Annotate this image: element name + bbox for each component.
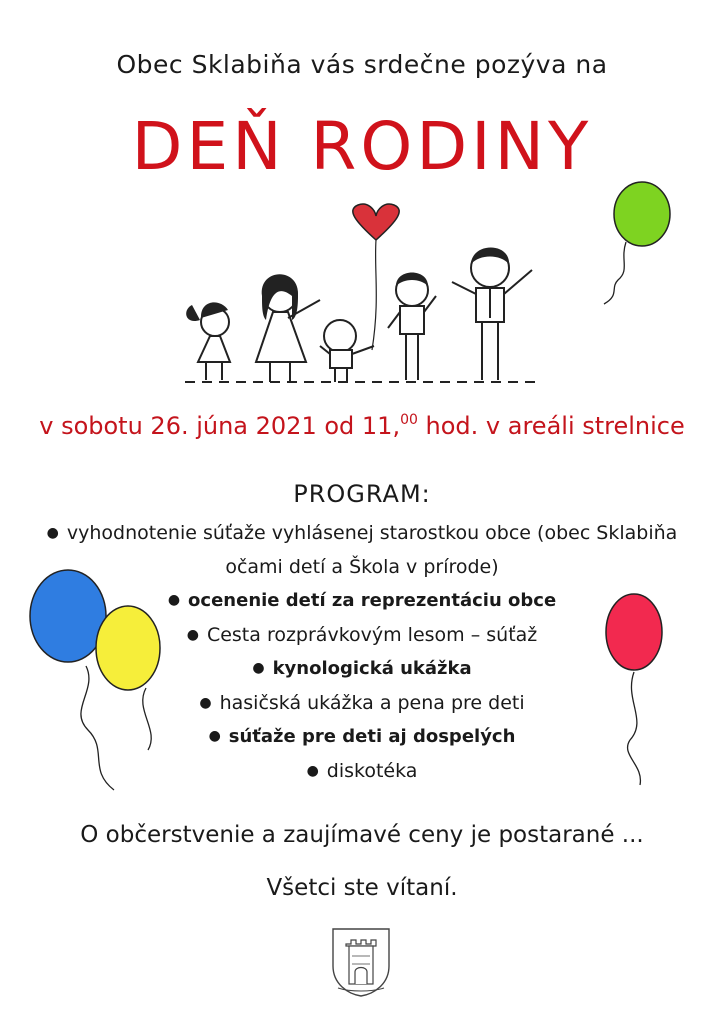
refreshments-note: O občerstvenie a zaujímavé ceny je postarané ...: [80, 822, 644, 848]
event-date: v sobotu 26. júna 2021 od 11,: [39, 412, 401, 440]
castle-coat-of-arms-icon: [330, 926, 392, 998]
program-item: ● súťaže pre deti aj dospelých: [208, 726, 516, 747]
program-item: ● hasičská ukážka a pena pre deti: [199, 692, 525, 714]
event-date-location: [0, 412, 724, 440]
program-item-continued: očami detí a Škola v prírode): [225, 556, 499, 578]
event-time-minutes: 00: [400, 412, 418, 428]
program-item: ● diskotéka: [306, 760, 418, 782]
balloon-icon: [590, 180, 680, 310]
program-title: PROGRAM:: [293, 480, 431, 508]
event-title: DEŇ RODINY: [131, 108, 593, 185]
program-item: ● ocenenie detí za reprezentáciu obce: [167, 590, 557, 611]
family-drawing-icon: [180, 200, 550, 400]
program-item: ● Cesta rozprávkovým lesom – súťaž: [186, 624, 538, 646]
program-item: ● kynologická ukážka: [252, 658, 472, 679]
welcome-note: Všetci ste vítaní.: [266, 875, 458, 901]
intro-text: Obec Sklabiňa vás srdečne pozýva na: [116, 50, 608, 79]
program-item: ● vyhodnotenie súťaže vyhlásenej starostkou obce (obec Sklabiňa: [46, 522, 678, 544]
event-location: hod. v areáli strelnice: [417, 412, 685, 440]
